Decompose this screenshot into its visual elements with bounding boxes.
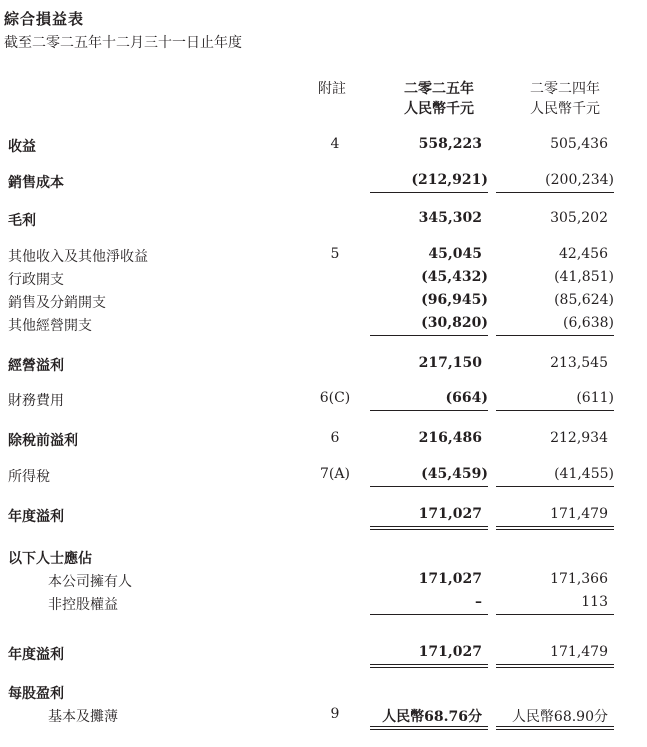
subtotal-rule-prior [496,486,614,487]
row-note-other-income: 5 [330,246,340,262]
total-rule-current [370,664,488,665]
total-rule-current [370,526,488,527]
row-label-profit-for-year: 年度溢利 [8,509,64,525]
row-prior-non-controlling: 113 [581,594,608,610]
row-prior-other-operating-expenses: (6,638) [562,315,614,331]
total-double-rule-current [370,667,488,668]
row-current-non-controlling: – [475,594,482,610]
row-current-other-income: 45,045 [428,246,482,262]
row-label-income-tax: 所得稅 [8,469,50,485]
row-prior-gross-profit: 305,202 [550,210,608,226]
row-note-profit-before-tax: 6 [330,430,340,446]
subtotal-rule-current [370,410,488,411]
row-label-other-income: 其他收入及其他淨收益 [8,249,148,265]
row-label-operating-profit: 經營溢利 [8,358,64,374]
subtotal-rule-current [370,486,488,487]
row-prior-eps: 人民幣68.90分 [511,709,608,725]
current-year-header: 二零二五年 [404,81,474,97]
total-double-rule-prior [496,667,614,668]
row-current-distribution-expenses: (96,945) [421,292,488,308]
row-prior-income-tax: (41,455) [554,466,614,482]
row-current-cost-of-sales: (212,921) [411,172,488,188]
row-prior-finance-costs: (611) [576,390,614,406]
row-label-admin-expenses: 行政開支 [8,272,64,288]
row-current-gross-profit: 345,302 [418,210,482,226]
subtotal-rule-prior [496,614,614,615]
row-note-eps: 9 [330,706,340,722]
row-prior-profit-for-year: 171,479 [550,506,608,522]
row-label-eps: 每股盈利 [8,686,64,702]
prior-unit-header: 人民幣千元 [530,101,600,117]
total-rule-prior [496,664,614,665]
row-label-revenue: 收益 [8,139,36,155]
total-double-rule-current [370,729,488,730]
statement-title: 綜合損益表 [4,10,85,28]
row-label-non-controlling: 非控股權益 [48,597,118,613]
row-label-finance-costs: 財務費用 [8,393,64,409]
row-current-other-operating-expenses: (30,820) [421,315,488,331]
row-note-income-tax: 7(A) [320,466,350,482]
row-prior-profit-before-tax: 212,934 [550,430,608,446]
row-prior-admin-expenses: (41,851) [554,269,614,285]
row-label-other-operating-expenses: 其他經營開支 [8,318,92,334]
row-current-profit-for-year: 171,027 [418,506,482,522]
row-label-distribution-expenses: 銷售及分銷開支 [8,295,106,311]
subtotal-rule-current [370,192,488,193]
row-prior-cost-of-sales: (200,234) [545,172,614,188]
row-current-admin-expenses: (45,432) [421,269,488,285]
total-double-rule-prior [496,729,614,730]
row-prior-profit-for-year-total: 171,479 [550,644,608,660]
total-rule-prior [496,726,614,727]
row-current-profit-before-tax: 216,486 [418,430,482,446]
subtotal-rule-prior [496,410,614,411]
row-label-eps-basic-diluted: 基本及攤薄 [48,709,118,725]
row-current-profit-for-year-total: 171,027 [418,644,482,660]
row-label-owners: 本公司擁有人 [48,574,132,590]
row-current-revenue: 558,223 [418,136,482,152]
row-current-owners: 171,027 [418,571,482,587]
total-rule-current [370,726,488,727]
row-note-finance-costs: 6(C) [319,390,351,406]
row-label-cost-of-sales: 銷售成本 [8,175,64,191]
row-prior-other-income: 42,456 [559,246,608,262]
subtotal-rule-current [370,335,488,336]
row-prior-operating-profit: 213,545 [550,355,608,371]
row-prior-distribution-expenses: (85,624) [554,292,614,308]
total-double-rule-prior [496,529,614,530]
note-column-header: 附註 [318,81,346,97]
row-current-finance-costs: (664) [445,390,488,406]
row-prior-revenue: 505,436 [550,136,608,152]
row-label-gross-profit: 毛利 [8,213,36,229]
total-double-rule-current [370,529,488,530]
row-current-operating-profit: 217,150 [418,355,482,371]
row-label-attributable-to: 以下人士應佔 [8,551,92,567]
current-unit-header: 人民幣千元 [404,101,474,117]
statement-period: 截至二零二五年十二月三十一日止年度 [4,35,242,51]
subtotal-rule-prior [496,335,614,336]
row-label-profit-for-year-total: 年度溢利 [8,647,64,663]
subtotal-rule-prior [496,192,614,193]
row-current-eps: 人民幣68.76分 [382,709,482,725]
subtotal-rule-current [370,614,488,615]
row-current-income-tax: (45,459) [421,466,488,482]
row-note-revenue: 4 [330,136,340,152]
prior-year-header: 二零二四年 [530,81,600,97]
row-prior-owners: 171,366 [550,571,608,587]
row-label-profit-before-tax: 除稅前溢利 [8,433,78,449]
total-rule-prior [496,526,614,527]
